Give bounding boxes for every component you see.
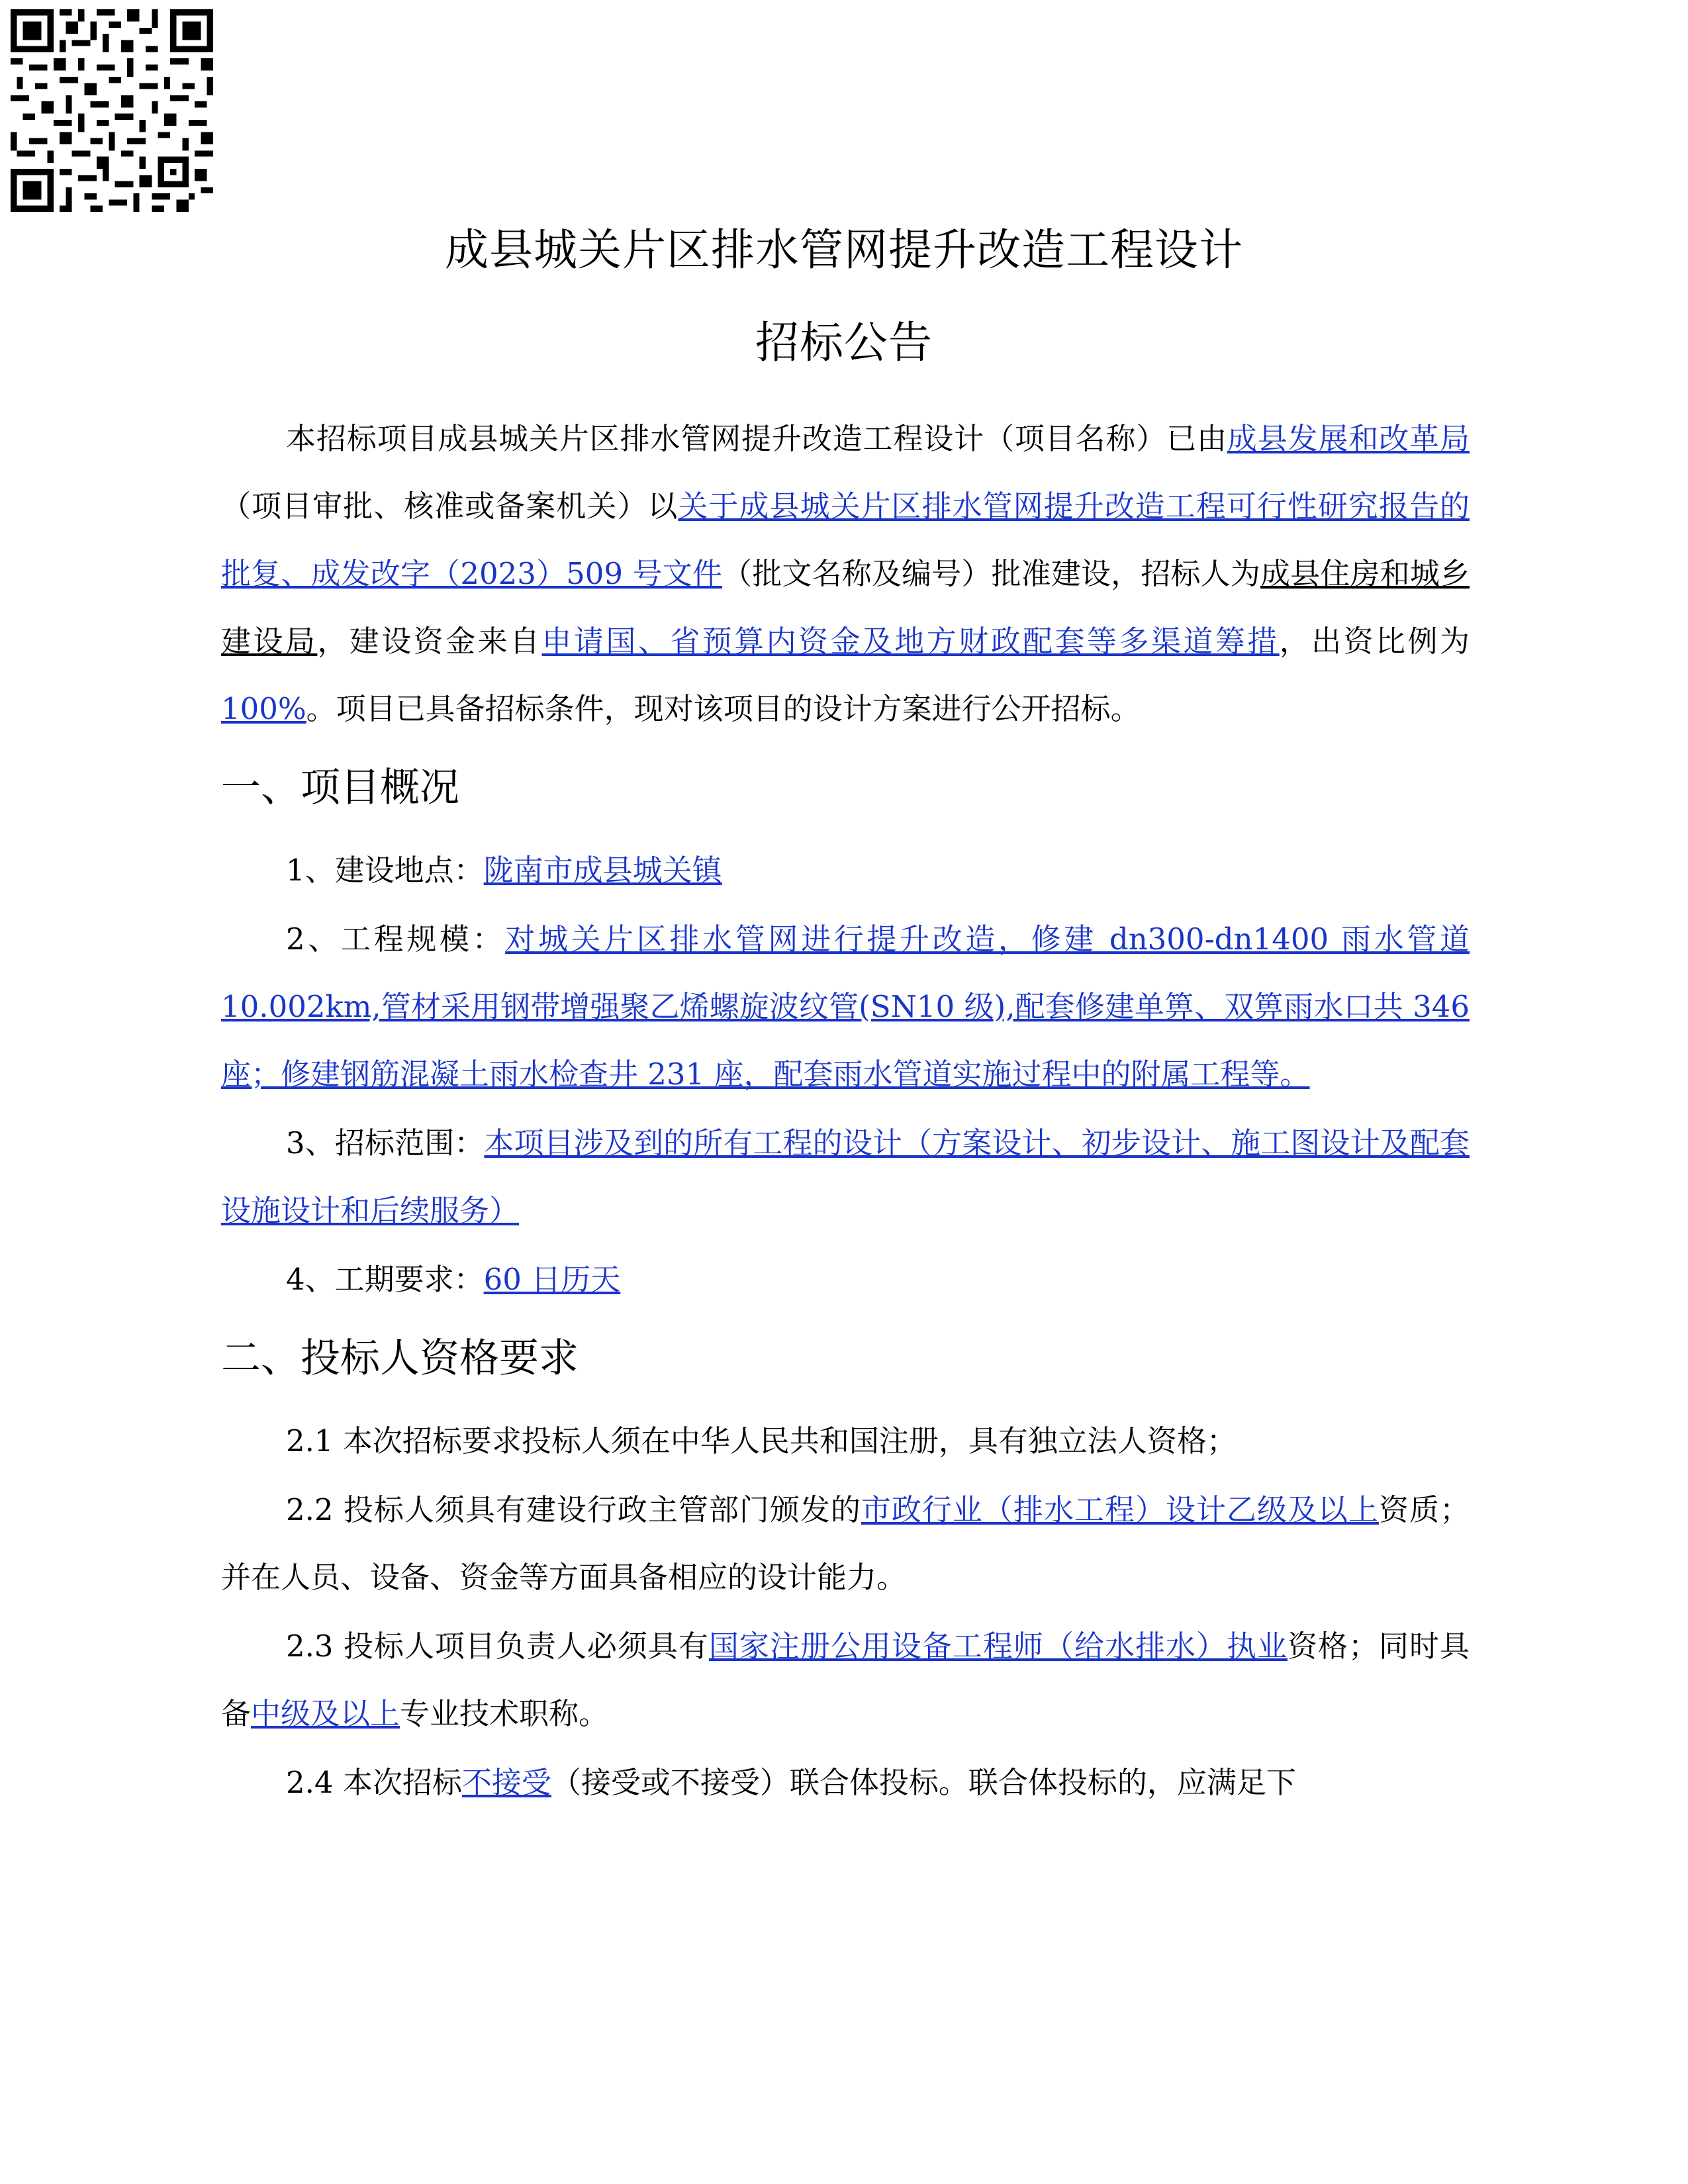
req-2-3-text-b: 资格；同时具备 [221,1629,1470,1731]
intro-text-3: （批文名称及编号）批准建设，招标人为 [722,556,1260,591]
funding-ratio: 100% [221,691,306,726]
intro-text-5: ，出资比例为 [1279,624,1470,659]
req-2-3-text-a: 2.3 投标人项目负责人必须具有 [286,1629,709,1664]
intro-paragraph [221,405,1470,743]
intro-text-6: 。项目已具备招标条件，现对该项目的设计方案进行公开招标。 [306,691,1141,726]
item-duration-value: 60 日历天 [483,1262,621,1297]
section-heading-qualifications: 二、投标人资格要求 [221,1335,579,1382]
document-subtitle: 招标公告 [755,317,933,368]
tenderer-name: 成县住房和城乡建设局 [221,556,1470,659]
document-body [221,405,1470,1817]
req-2-2-qualification: 市政行业（排水工程）设计乙级及以上 [861,1492,1379,1527]
funding-source: 申请国、省预算内资金及地方财政配套等多渠道筹措 [541,624,1280,659]
approval-document: 关于成县城关片区排水管网提升改造工程可行性研究报告的批复、成发改字（2023）509 号文件 [221,489,1470,591]
intro-text-1: 本招标项目成县城关片区排水管网提升改造工程设计（项目名称）已由 [286,421,1227,456]
qr-code [11,9,213,212]
requirement-2-2 [221,1476,1470,1611]
req-2-2-text-b: 资质；并在人员、设备、资金等方面具备相应的设计能力。 [221,1492,1470,1595]
intro-text-4: ，建设资金来自 [317,624,542,659]
req-2-3-license: 国家注册公用设备工程师（给水排水）执业 [708,1629,1288,1664]
item-scope-label: 3、招标范围： [286,1125,485,1161]
item-location [221,837,1470,904]
item-scope [221,1110,1470,1245]
item-scale-label: 2、工程规模： [286,922,506,957]
req-2-3-text-c: 专业技术职称。 [400,1696,609,1731]
item-location-label: 1、建设地点： [286,853,484,888]
item-duration-label: 4、工期要求： [286,1262,484,1297]
section-heading-project-overview: 一、项目概况 [221,765,459,811]
req-2-2-text-a: 2.2 投标人须具有建设行政主管部门颁发的 [286,1492,861,1527]
item-duration [221,1246,1470,1313]
req-2-3-title-level: 中级及以上 [251,1696,400,1731]
req-2-4-text-b: （接受或不接受）联合体投标。联合体投标的，应满足下 [551,1765,1296,1800]
item-scope-value: 本项目涉及到的所有工程的设计（方案设计、初步设计、施工图设计及配套设施设计和后续服务） [221,1125,1470,1228]
req-2-4-text-a: 2.4 本次招标 [286,1765,462,1800]
approval-authority: 成县发展和改革局 [1227,421,1470,456]
item-scale [221,906,1470,1108]
requirement-2-3 [221,1613,1470,1748]
item-location-value: 陇南市成县城关镇 [483,853,722,888]
document-title: 成县城关片区排水管网提升改造工程设计 [445,224,1243,275]
item-scale-value: 对城关片区排水管网进行提升改造，修建 dn300-dn1400 雨水管道 10.002km,管材采用钢带增强聚乙烯螺旋波纹管(SN10 级),配套修建单箅、双箅雨水口共 346 座；修建钢筋混凝土雨水检查井 231 座，配套雨水管道实施过程中的附属工程等。 [221,922,1470,1092]
req-2-4-consortium: 不接受 [461,1765,551,1800]
intro-text-2: （项目审批、核准或备案机关）以 [221,489,679,524]
requirement-2-1: 2.1 本次招标要求投标人须在中华人民共和国注册，具有独立法人资格； [286,1423,1237,1458]
requirement-2-4 [221,1749,1470,1817]
